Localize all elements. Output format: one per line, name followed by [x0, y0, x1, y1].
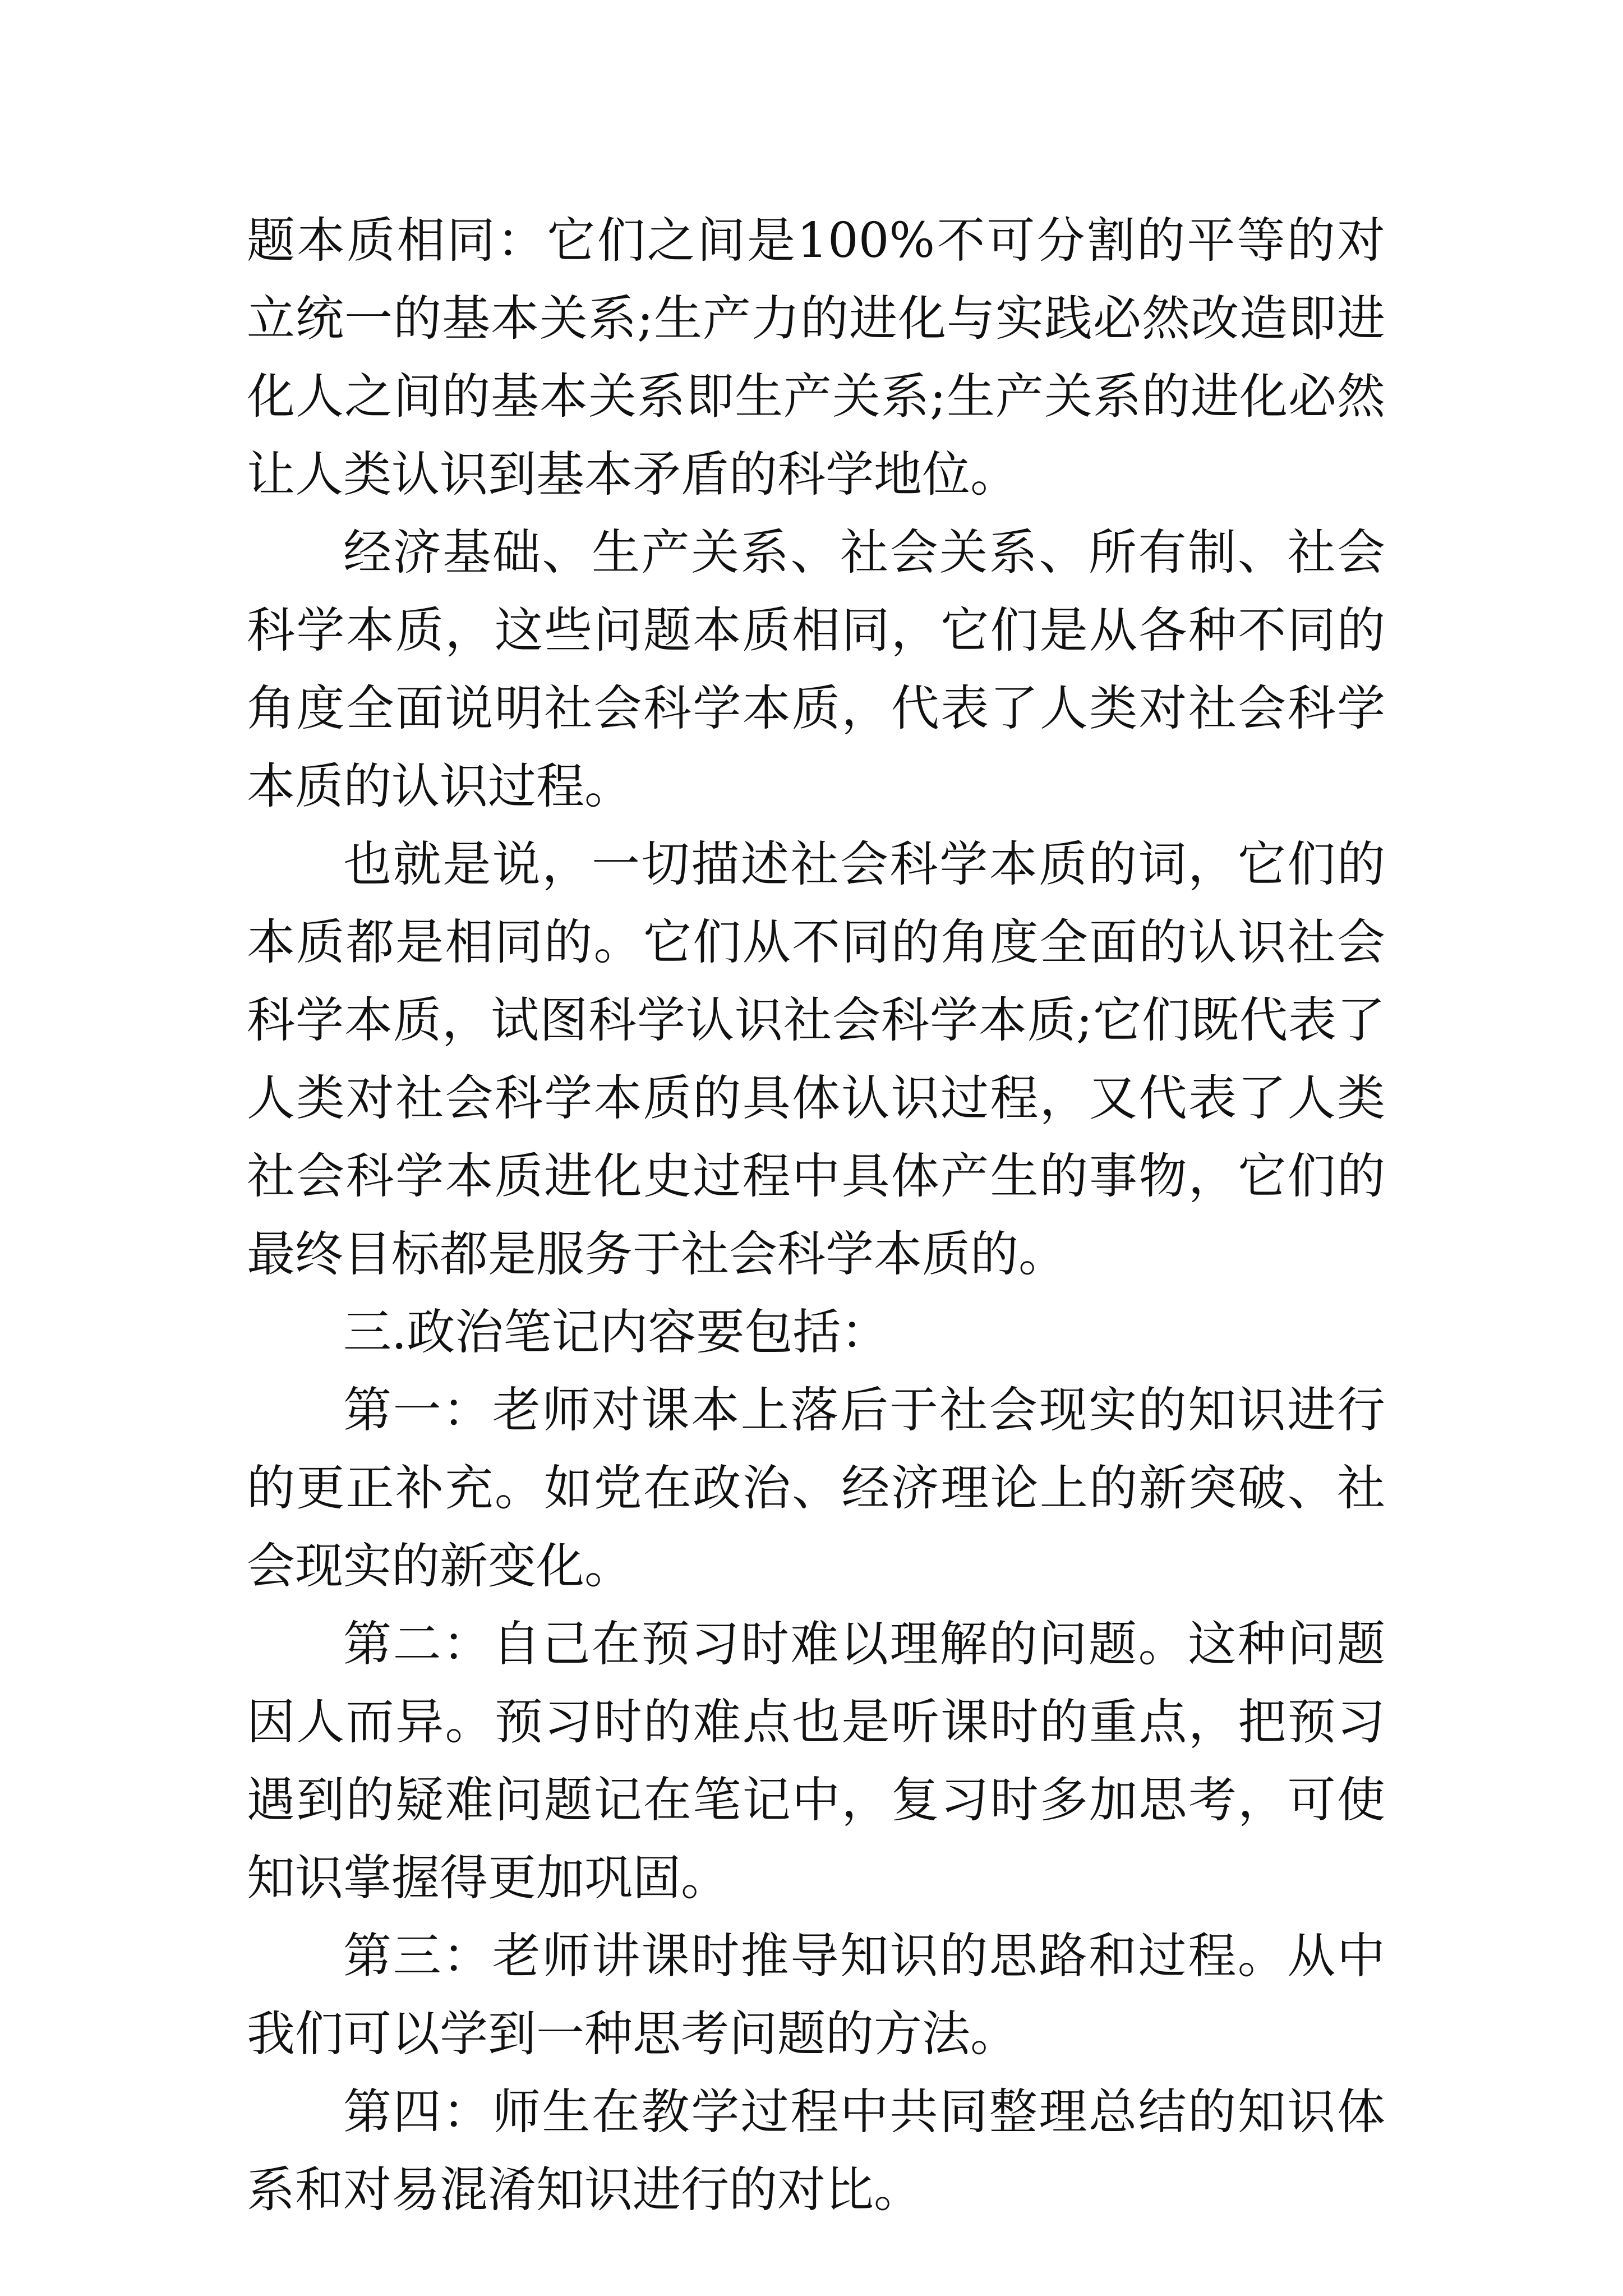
section-heading-notes-content: 三.政治笔记内容要包括： — [343, 1304, 889, 1360]
paragraph-economic-basis: 经济基础、生产关系、社会关系、所有制、社会科学本质，这些问题本质相同，它们是从各种不同的角度全面说明社会科学本质，代表了人类对社会科学本质的认识过程。 — [247, 524, 1385, 815]
document-page — [247, 202, 1385, 2229]
paragraph-continuation: 题本质相同：它们之间是100%不可分割的平等的对立统一的基本关系;生产力的进化与实践必然改造即进化人之间的基本关系即生产关系;生产关系的进化必然让人类认识到基本矛盾的科学地位。 — [247, 213, 1385, 503]
paragraph-point-two: 第二：自己在预习时难以理解的问题。这种问题因人而异。预习时的难点也是听课时的重点，把预习遇到的疑难问题记在笔记中，复习时多加思考，可使知识掌握得更加巩固。 — [247, 1616, 1385, 1906]
paragraph-point-three: 第三：老师讲课时推导知识的思路和过程。从中我们可以学到一种思考问题的方法。 — [247, 1928, 1385, 2062]
paragraph-point-one: 第一：老师对课本上落后于社会现实的知识进行的更正补充。如党在政治、经济理论上的新突破、社会现实的新变化。 — [247, 1382, 1385, 1594]
paragraph-point-four: 第四：师生在教学过程中共同整理总结的知识体系和对易混淆知识进行的对比。 — [247, 2084, 1385, 2218]
paragraph-description-words: 也就是说，一切描述社会科学本质的词，它们的本质都是相同的。它们从不同的角度全面的认识社会科学本质，试图科学认识社会科学本质;它们既代表了人类对社会科学本质的具体认识过程，又代表了人类社会科学本质进化史过程中具体产生的事物，它们的最终目标都是服务于社会科学本质的。 — [247, 836, 1385, 1282]
